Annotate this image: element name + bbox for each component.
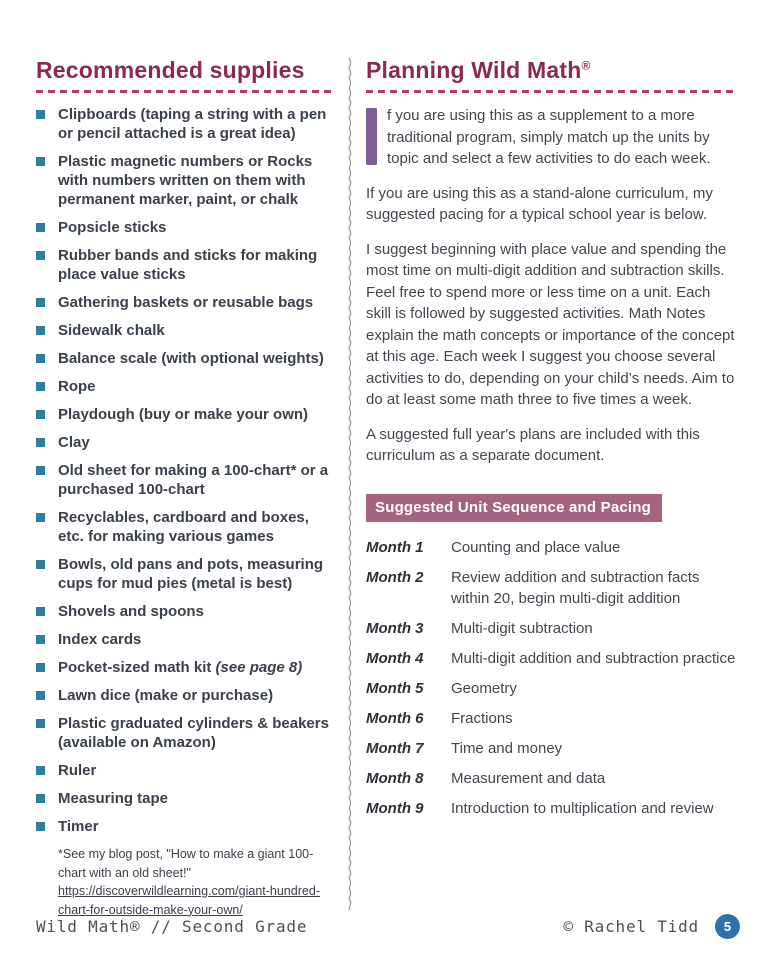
table-row bbox=[366, 768, 738, 789]
list-item-label: Pocket-sized math kit bbox=[58, 659, 216, 677]
list-item bbox=[36, 714, 332, 752]
list-item bbox=[36, 218, 332, 237]
month-label: Month 7 bbox=[366, 739, 424, 757]
list-item bbox=[36, 321, 332, 340]
bullet-square-icon bbox=[36, 110, 45, 119]
month-label: Month 2 bbox=[366, 568, 424, 586]
list-item bbox=[36, 658, 332, 677]
bullet-square-icon bbox=[36, 438, 45, 447]
month-topic: Introduction to multiplication and review bbox=[451, 799, 714, 817]
month-label: Month 9 bbox=[366, 799, 424, 817]
bullet-square-icon bbox=[36, 766, 45, 775]
bullet-square-icon bbox=[36, 251, 45, 260]
month-topic: Review addition and subtraction facts within 20, begin multi-digit addition bbox=[451, 568, 700, 607]
list-item bbox=[36, 461, 332, 499]
supplies-title: Recommended supplies bbox=[36, 57, 305, 83]
bullet-square-icon bbox=[36, 354, 45, 363]
list-item bbox=[36, 433, 332, 452]
bullet-square-icon bbox=[36, 410, 45, 419]
month-topic: Multi-digit subtraction bbox=[451, 619, 593, 637]
footer-right-group bbox=[563, 914, 740, 939]
table-row bbox=[366, 738, 738, 759]
month-topic: Geometry bbox=[451, 679, 517, 697]
bullet-square-icon bbox=[36, 382, 45, 391]
list-item-label: Ruler bbox=[58, 762, 97, 780]
left-column bbox=[36, 58, 332, 919]
bullet-square-icon bbox=[36, 635, 45, 644]
right-column bbox=[366, 58, 738, 828]
registered-symbol: ® bbox=[581, 58, 591, 73]
list-item-label: Sidewalk chalk bbox=[58, 322, 165, 340]
list-item-label: Rubber bands and sticks for making place value sticks bbox=[58, 247, 318, 284]
list-item bbox=[36, 349, 332, 368]
list-item bbox=[36, 293, 332, 312]
bullet-square-icon bbox=[36, 326, 45, 335]
footer-book-title: Wild Math® // Second Grade bbox=[36, 917, 308, 936]
month-topic: Time and money bbox=[451, 739, 563, 757]
list-item-label: Timer bbox=[58, 818, 99, 836]
planning-title bbox=[366, 58, 738, 83]
paragraph: If you are using this as a stand-alone curriculum, my suggested pacing for a typical school year is below. bbox=[366, 184, 713, 224]
bullet-square-icon bbox=[36, 663, 45, 672]
month-topic: Multi-digit addition and subtraction practice bbox=[451, 649, 736, 667]
list-item bbox=[36, 789, 332, 808]
column-divider bbox=[344, 58, 354, 910]
month-label: Month 8 bbox=[366, 769, 424, 787]
month-topic: Counting and place value bbox=[451, 538, 621, 556]
bullet-square-icon bbox=[36, 466, 45, 475]
month-label: Month 1 bbox=[366, 538, 424, 556]
list-item-label: Clay bbox=[58, 434, 90, 452]
bullet-square-icon bbox=[36, 223, 45, 232]
paragraph: A suggested full year's plans are included with this curriculum as a separate document. bbox=[366, 425, 700, 465]
month-label: Month 3 bbox=[366, 619, 424, 637]
bullet-square-icon bbox=[36, 298, 45, 307]
dashed-rule bbox=[366, 90, 738, 93]
supplies-list bbox=[36, 105, 332, 836]
wavy-line-icon bbox=[344, 58, 354, 910]
table-row bbox=[366, 708, 738, 729]
month-label: Month 4 bbox=[366, 649, 424, 667]
footnote-link[interactable]: https://discoverwildlearning.com/giant-hundred-chart-for-outside-make-your-own/ bbox=[58, 884, 320, 917]
table-row bbox=[366, 537, 738, 558]
pacing-table bbox=[366, 537, 738, 819]
footnote bbox=[36, 845, 332, 919]
month-topic: Measurement and data bbox=[451, 769, 606, 787]
bullet-square-icon bbox=[36, 719, 45, 728]
month-label: Month 6 bbox=[366, 709, 424, 727]
list-item-label: Bowls, old pans and pots, measuring cups for mud pies (metal is best) bbox=[58, 556, 324, 593]
list-item-label: Clipboards (taping a string with a pen or pencil attached is a great idea) bbox=[58, 106, 327, 143]
table-row bbox=[366, 798, 738, 819]
list-item bbox=[36, 555, 332, 593]
table-row bbox=[366, 648, 738, 669]
table-row bbox=[366, 567, 738, 609]
list-item-label: Old sheet for making a 100-chart* or a purchased 100-chart bbox=[58, 462, 329, 499]
bullet-square-icon bbox=[36, 157, 45, 166]
dropcap-letter-i bbox=[366, 108, 377, 165]
list-item-label: Playdough (buy or make your own) bbox=[58, 406, 309, 424]
list-item bbox=[36, 761, 332, 780]
list-item-label: Plastic graduated cylinders & beakers (available on Amazon) bbox=[58, 715, 329, 752]
list-item bbox=[36, 630, 332, 649]
list-item-label: Gathering baskets or reusable bags bbox=[58, 294, 314, 312]
month-topic: Fractions bbox=[451, 709, 513, 727]
bullet-square-icon bbox=[36, 607, 45, 616]
list-item-label: Rope bbox=[58, 378, 96, 396]
month-label: Month 5 bbox=[366, 679, 424, 697]
footer-copyright: © Rachel Tidd bbox=[563, 917, 699, 936]
list-item bbox=[36, 508, 332, 546]
list-item bbox=[36, 246, 332, 284]
footnote-text: *See my blog post, "How to make a giant 100-chart with an old sheet!" bbox=[58, 847, 314, 880]
table-row bbox=[366, 618, 738, 639]
list-item-label: Index cards bbox=[58, 631, 142, 649]
list-item bbox=[36, 686, 332, 705]
list-item bbox=[36, 105, 332, 143]
bullet-square-icon bbox=[36, 822, 45, 831]
bullet-square-icon bbox=[36, 691, 45, 700]
dashed-rule bbox=[36, 90, 332, 93]
list-item bbox=[36, 377, 332, 396]
list-item-label: Measuring tape bbox=[58, 790, 169, 808]
intro-paragraph bbox=[366, 105, 738, 170]
bullet-square-icon bbox=[36, 794, 45, 803]
page-footer bbox=[36, 914, 740, 939]
bullet-square-icon bbox=[36, 560, 45, 569]
bullet-square-icon bbox=[36, 513, 45, 522]
paragraph: I suggest beginning with place value and spending the most time on multi-digit addition and subtraction skills. Feel free to spend more or less time on a unit. Each skill is followed by suggested activities. Math Notes explain the math concepts or importance of the concept at this age. Each week I suggest you choose several activities to do, depending on your child’s needs. Aim to do at least some math three to five times a week. bbox=[366, 240, 735, 409]
list-item-label: Recyclables, cardboard and boxes, etc. for making various games bbox=[58, 509, 309, 546]
intro-text: f you are using this as a supplement to a more traditional program, simply match up the units by topic and select a few activities to do each week. bbox=[387, 107, 711, 168]
planning-title-text: Planning Wild Math bbox=[366, 57, 582, 83]
list-item bbox=[36, 405, 332, 424]
list-item-label: Shovels and spoons bbox=[58, 603, 204, 621]
list-item-label-italic: (see page 8) bbox=[215, 659, 303, 677]
list-item-label: Plastic magnetic numbers or Rocks with numbers written on them with permanent marker, paint, or chalk bbox=[58, 153, 313, 209]
pacing-header-banner: Suggested Unit Sequence and Pacing bbox=[366, 494, 662, 522]
list-item bbox=[36, 602, 332, 621]
list-item bbox=[36, 817, 332, 836]
list-item-label: Popsicle sticks bbox=[58, 219, 167, 237]
list-item-label: Balance scale (with optional weights) bbox=[58, 350, 324, 368]
table-row bbox=[366, 678, 738, 699]
page-number-badge: 5 bbox=[715, 914, 740, 939]
list-item bbox=[36, 152, 332, 209]
list-item-label: Lawn dice (make or purchase) bbox=[58, 687, 274, 705]
